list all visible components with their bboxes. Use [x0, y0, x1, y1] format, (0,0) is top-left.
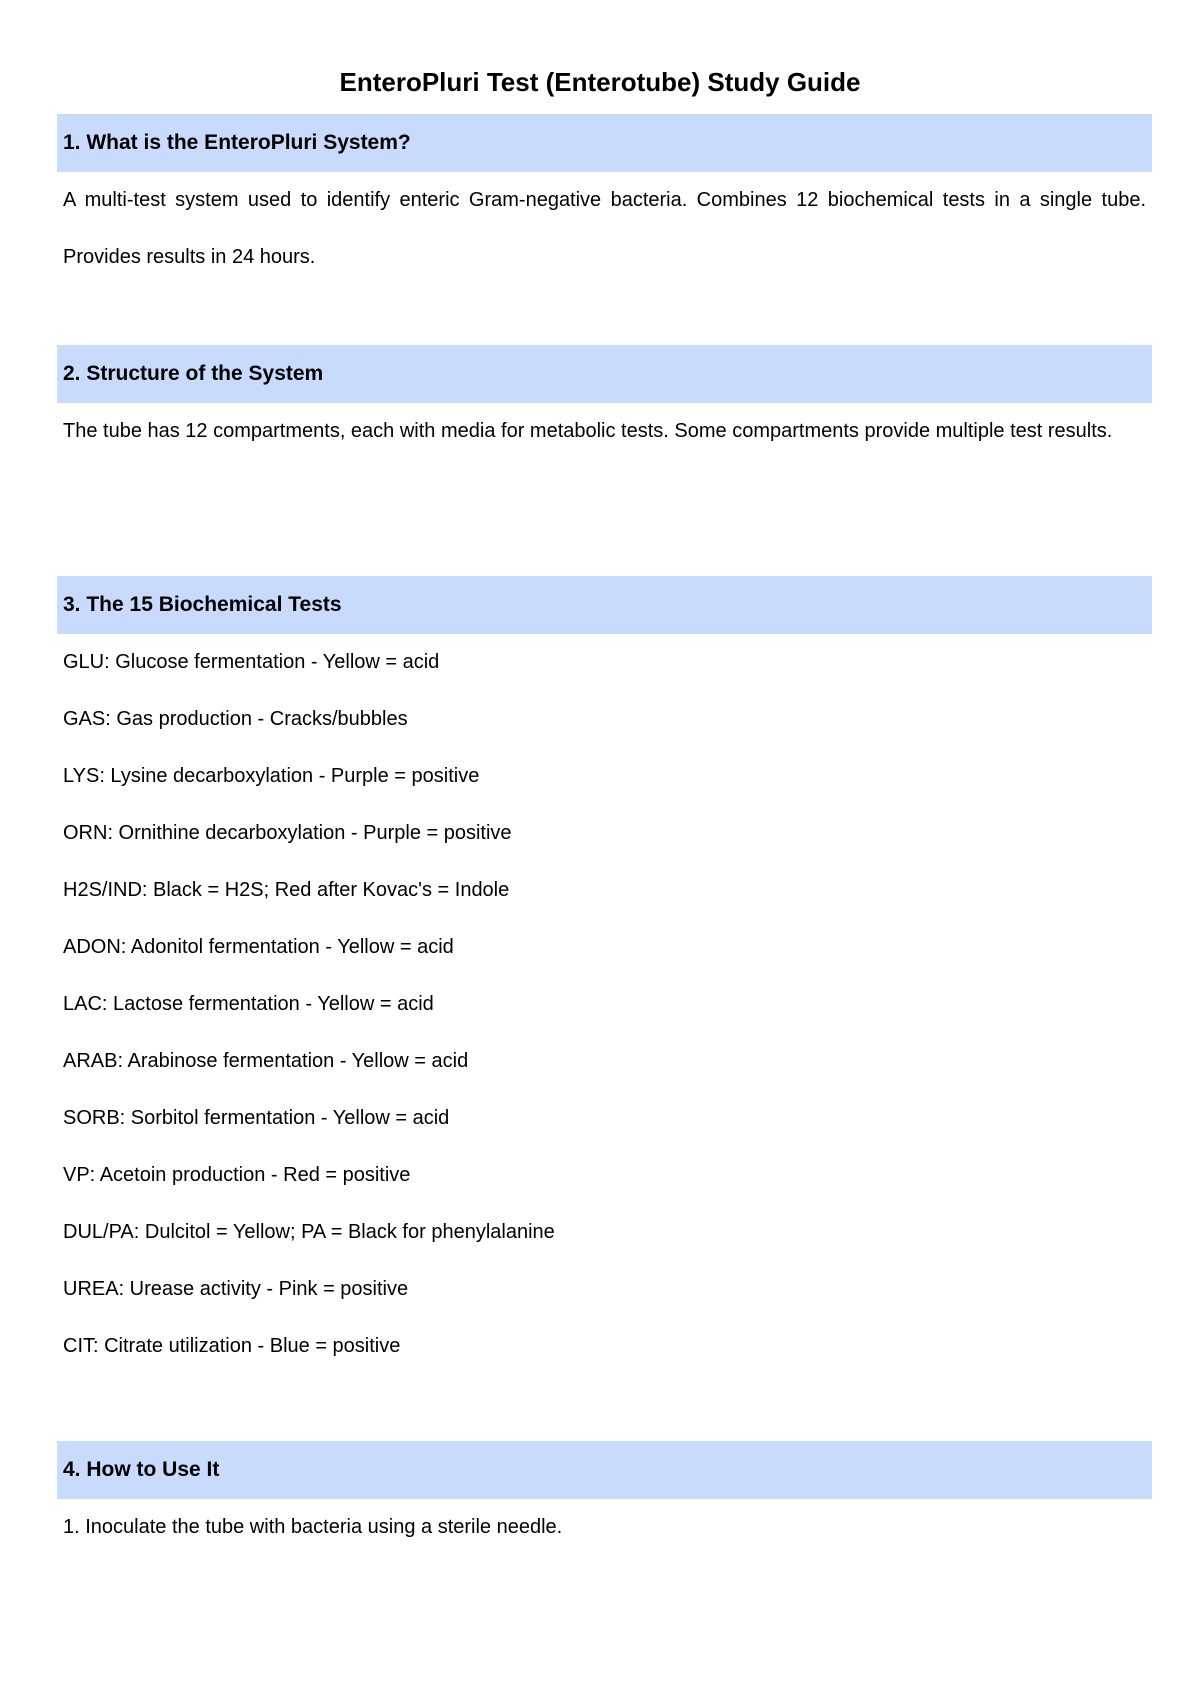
section-heading: 2. Structure of the System: [57, 345, 1152, 403]
section-paragraph: The tube has 12 compartments, each with media for metabolic tests. Some compartments provide multiple test results.: [63, 420, 1113, 442]
section-heading: 3. The 15 Biochemical Tests: [57, 576, 1152, 634]
test-item-urea: UREA: Urease activity - Pink = positive: [63, 1278, 409, 1300]
test-item-lys: LYS: Lysine decarboxylation - Purple = positive: [63, 765, 480, 787]
test-item-vp: VP: Acetoin production - Red = positive: [63, 1164, 411, 1186]
test-item-glu: GLU: Glucose fermentation - Yellow = acid: [63, 651, 440, 673]
section-biochemical-tests: [57, 576, 1152, 1375]
test-list: [57, 634, 1152, 1375]
section-paragraph: A multi-test system used to identify enteric Gram-negative bacteria. Combines 12 biochemical tests in a single tube. Provides results in 24 hours.: [63, 189, 1146, 268]
section-how-to-use: [57, 1441, 1152, 1556]
test-item-arab: ARAB: Arabinose fermentation - Yellow = acid: [63, 1050, 469, 1072]
document-title: EnteroPluri Test (Enterotube) Study Guide: [339, 67, 861, 97]
section-heading: 1. What is the EnteroPluri System?: [57, 114, 1152, 172]
test-item-cit: CIT: Citrate utilization - Blue = positive: [63, 1335, 401, 1357]
test-item-orn: ORN: Ornithine decarboxylation - Purple = positive: [63, 822, 512, 844]
test-item-gas: GAS: Gas production - Cracks/bubbles: [63, 708, 408, 730]
test-item-h2s-ind: H2S/IND: Black = H2S; Red after Kovac's = Indole: [63, 879, 510, 901]
section-heading: 4. How to Use It: [57, 1441, 1152, 1499]
step-item: 1. Inoculate the tube with bacteria using a sterile needle.: [63, 1516, 563, 1538]
test-item-adon: ADON: Adonitol fermentation - Yellow = acid: [63, 936, 454, 958]
section-structure: [57, 345, 1152, 460]
section-what-is: [57, 114, 1152, 286]
test-item-sorb: SORB: Sorbitol fermentation - Yellow = acid: [63, 1107, 450, 1129]
test-item-dul-pa: DUL/PA: Dulcitol = Yellow; PA = Black for phenylalanine: [63, 1221, 555, 1243]
test-item-lac: LAC: Lactose fermentation - Yellow = acid: [63, 993, 434, 1015]
